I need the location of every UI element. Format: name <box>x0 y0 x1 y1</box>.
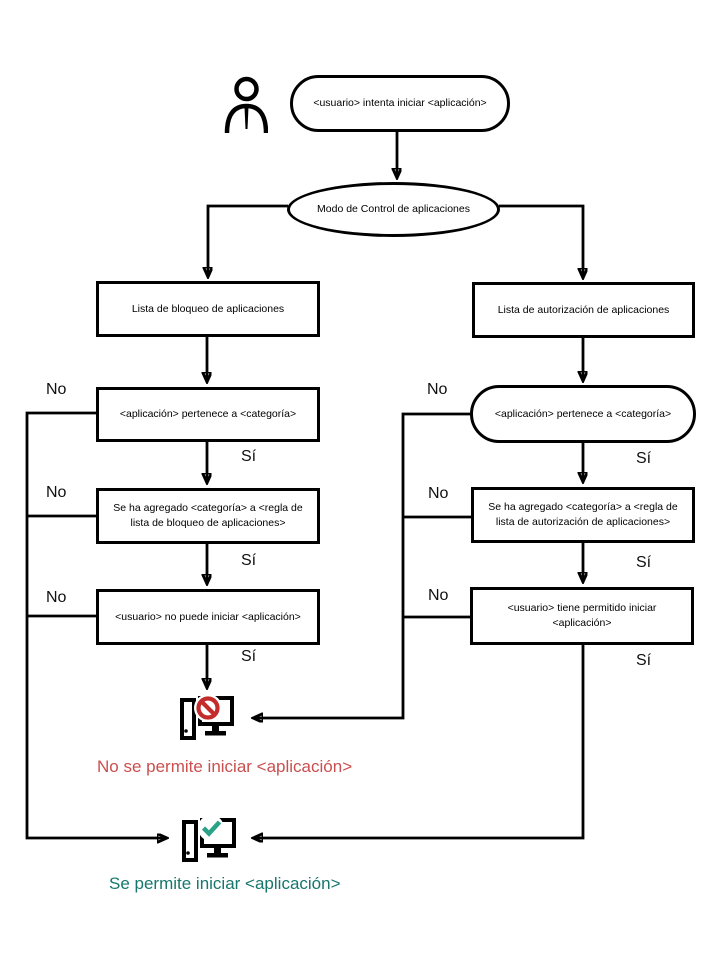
node-allowlist-result <box>470 587 694 645</box>
edge-label-yes-left-1: Sí <box>241 448 257 465</box>
node-denylist-category-check-label: <aplicación> pertenece a <categoría> <box>119 408 297 421</box>
node-control-mode <box>287 182 500 237</box>
edge-right-no-rail-to-blocked <box>254 414 470 718</box>
blocked-outcome-text: No se permite iniciar <aplicación> <box>97 757 353 776</box>
edge-mode-to-denylist <box>208 206 288 276</box>
node-denylist-result-label: <usuario> no puede iniciar <aplicación> <box>115 610 301 623</box>
node-allowlist-result-label: <usuario> tiene permitido iniciar <aplicación> <box>507 602 657 629</box>
node-start <box>290 75 510 132</box>
edge-label-no-right-2: No <box>428 485 449 502</box>
node-allowlist-label: Lista de autorización de aplicaciones <box>497 303 670 316</box>
edge-label-no-left-2: No <box>46 484 67 501</box>
node-allowlist-category-check <box>470 385 696 443</box>
edge-label-no-right-3: No <box>428 587 449 604</box>
allowed-computer-icon <box>180 815 238 865</box>
node-allowlist-category-check-label: <aplicación> pertenece a <categoría> <box>494 407 672 420</box>
node-denylist-result <box>96 589 320 645</box>
blocked-computer-icon <box>178 693 236 743</box>
edge-label-yes-right-1: Sí <box>636 450 652 467</box>
edge-label-no-left-3: No <box>46 589 67 606</box>
user-icon <box>224 76 268 134</box>
edge-allowlist-result-to-allowed <box>254 645 583 838</box>
checkmark-icon <box>198 815 224 841</box>
edge-label-no-right-1: No <box>427 381 448 398</box>
node-allowlist-rule-check-label: Se ha agregado <categoría> a <regla de lista de autorización de aplicaciones> <box>488 501 678 528</box>
node-denylist-category-check <box>96 387 320 442</box>
edge-mode-to-allowlist <box>499 206 583 277</box>
node-denylist <box>96 281 320 337</box>
node-denylist-rule-check <box>96 488 320 544</box>
node-denylist-rule-check-label: Se ha agregado <categoría> a <regla de lista de bloqueo de aplicaciones> <box>113 502 303 529</box>
node-allowlist-rule-check <box>471 487 695 543</box>
node-control-mode-label: Modo de Control de aplicaciones <box>317 203 470 216</box>
allowed-outcome-text: Se permite iniciar <aplicación> <box>109 874 341 893</box>
node-denylist-label: Lista de bloqueo de aplicaciones <box>131 302 285 315</box>
edge-label-yes-right-2: Sí <box>636 554 652 571</box>
edge-label-yes-left-3: Sí <box>241 648 257 665</box>
edge-label-yes-right-3: Sí <box>636 652 652 669</box>
edge-label-yes-left-2: Sí <box>241 552 257 569</box>
node-allowlist <box>472 282 695 338</box>
prohibition-icon <box>194 694 222 722</box>
edge-label-no-left-1: No <box>46 381 67 398</box>
node-start-label: <usuario> intenta iniciar <aplicación> <box>313 97 487 110</box>
